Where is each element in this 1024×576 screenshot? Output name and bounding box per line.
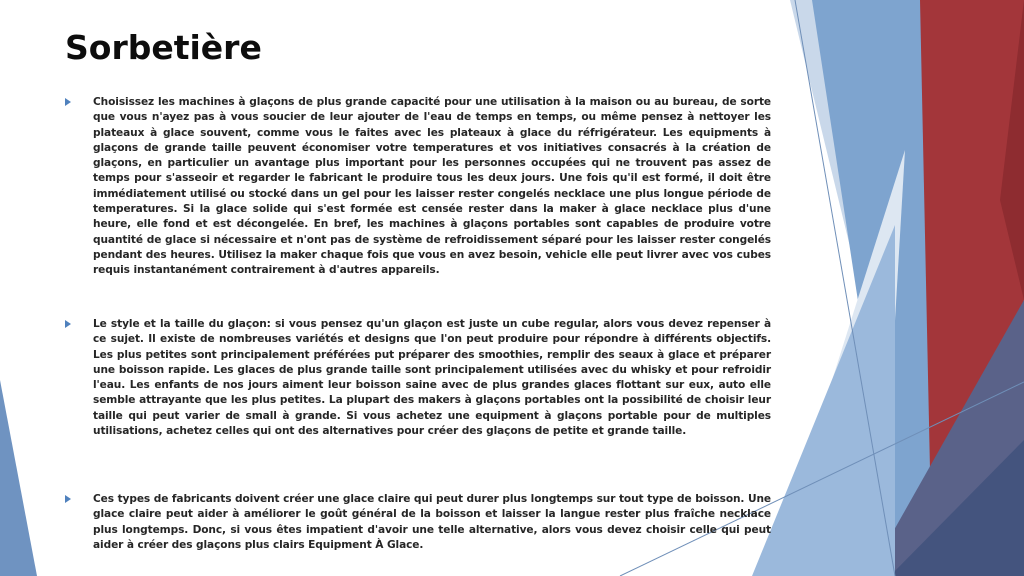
bullet-item bbox=[65, 492, 771, 553]
facet-left-blue bbox=[0, 380, 37, 576]
bullet-item bbox=[65, 95, 771, 279]
bullet-arrow-icon bbox=[65, 98, 71, 106]
bullet-text: Choisissez les machines à glaçons de plus grande capacité pour une utilisation à la maison ou au bureau, de sorte que vous n'ayez pas à vous soucier de leur ajouter de l'eau de temps en temps, ou même pensez à nettoyer les plateaux à glace souvent, comme vous le faites avec les plateaux à glace du réfrigérateur. Les equipments à glaçons de grande taille peuvent économiser votre temperatures et vos initiatives consacrés à la création de glaçons, en particulier un avantage plus important pour les personnes occupées qui ne trouvent pas assez de temps pour s'asseoir et regarder le fabricant le produire tous les deux jours. Une fois qu'il est formé, il doit être immédiatement utilisé ou stocké dans un gel pour les laisser rester congelés necklace une plus longue période de temperatures. Si la glace solide qui s'est formée est censée rester dans la maker à glace necklace plus d'une heure, elle fond et est décongelée. En bref, les machines à glaçons portables sont capables de produire votre quantité de glace si nécessaire et n'ont pas de système de refroidissement séparé pour les laisser rester congelés pendant des heures. Utilisez la maker chaque fois que vous en avez besoin, vehicle elle peut livrer avec vos cubes requis instantanément contrairement à d'autres appareils. bbox=[93, 96, 771, 277]
bullet-text: Ces types de fabricants doivent créer une glace claire qui peut durer plus longtemps sur tout type de boisson. Une glace claire peut aider à améliorer le goût général de la boisson et laisser la langue rester plus fraîche necklace plus longtemps. Donc, si vous êtes impatient d'avoir une telle alternative, alors vous devez choisir celle qui peut aider à créer des glaçons plus clairs Equipment À Glace. bbox=[93, 493, 771, 551]
bullet-arrow-icon bbox=[65, 495, 71, 503]
bullet-text: Le style et la taille du glaçon: si vous pensez qu'un glaçon est juste un cube regular, alors vous devez repenser à ce sujet. Il existe de nombreuses variétés et designs que l'on peut produire pour répondre à différents objectifs. Les plus petites sont principalement préférées put préparer des smoothies, remplir des seaux à glace et préparer une boisson rapide. Les glaces de plus grande taille sont principalement utilisées avec du whisky et pour refroidir l'eau. Les enfants de nos jours aiment leur boisson saine avec de plus grandes glaces flottant sur eux, auto elle semble attrayante que les plus petites. La plupart des makers à glaçons portables ont la possibilité de choisir leur taille qui peut varier de small à grande. Si vous achetez une equipment à glaçons portable pour de multiples utilisations, achetez celles qui ont des alternatives pour créer des glaçons de petite et grande taille. bbox=[93, 318, 771, 438]
bullet-arrow-icon bbox=[65, 320, 71, 328]
bullet-item bbox=[65, 317, 771, 439]
slide-title: Sorbetière bbox=[65, 28, 262, 67]
